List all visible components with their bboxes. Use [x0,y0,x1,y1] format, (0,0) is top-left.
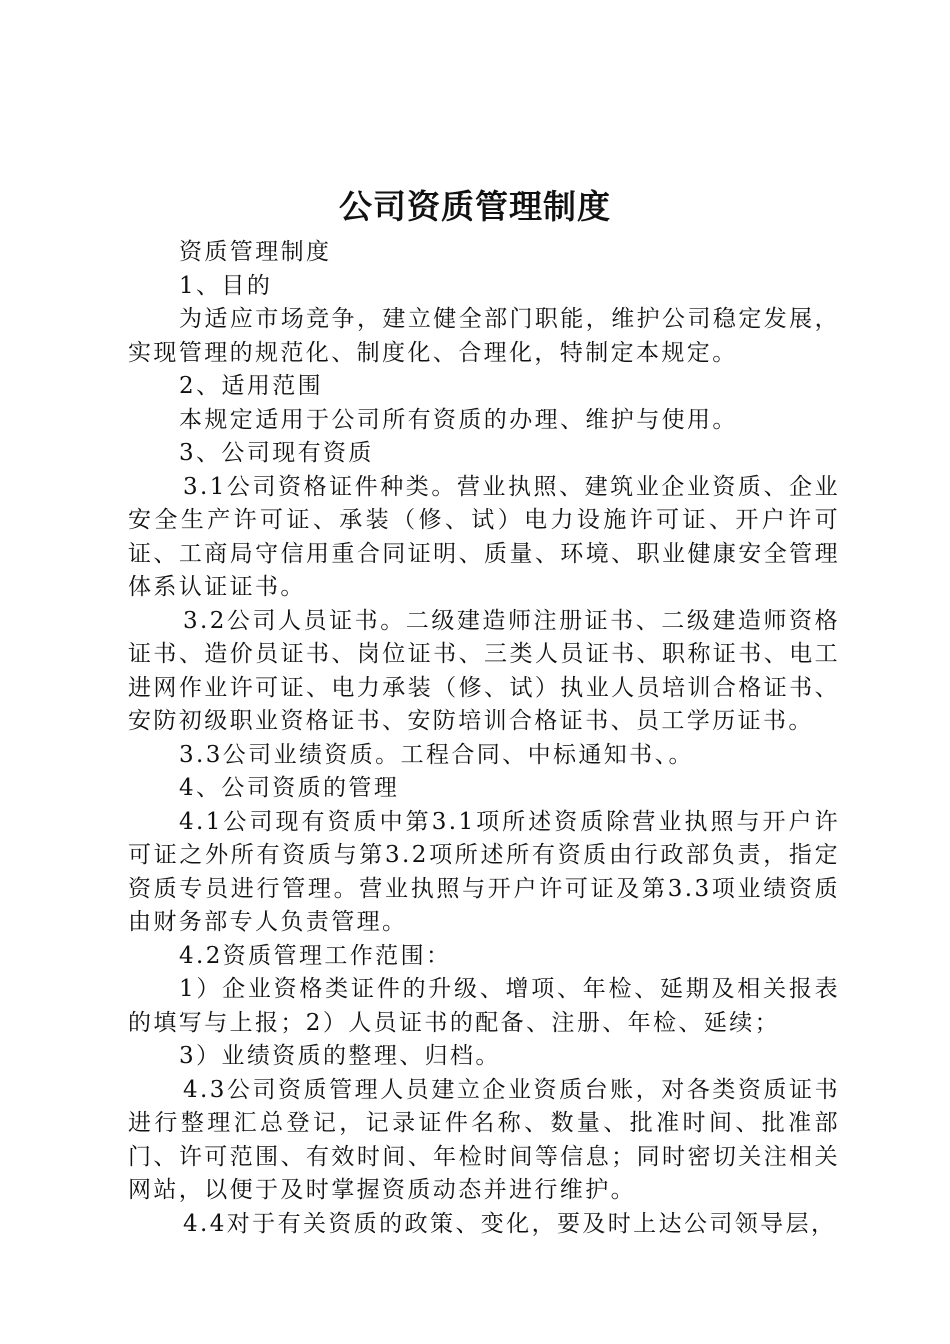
section-heading-scope: 2、适用范围 [179,373,324,399]
paragraph-3-3: 3.3公司业绩资质。工程合同、中标通知书、。 [179,741,694,768]
section-heading-existing-qualifications: 3、公司现有资质 [179,440,374,466]
section-heading-purpose: 1、目的 [179,272,273,299]
paragraph-purpose: 为适应市场竞争，建立健全部门职能，维护公司稳定发展，实现管理的规范化、制度化、合理化，特制定本规定。 [128,306,840,366]
paragraph-4-1: 4.1公司现有资质中第3.1项所述资质除营业执照与开户许可证之外所有资质与第3.2项所述所有资质由行政部负责，指定资质专员进行管理。营业执照与开户许可证及第3.3项业绩资质由财务部专人负责管理。 [128,808,840,935]
paragraph-3-1: 3.1公司资格证件种类。营业执照、建筑业企业资质、企业安全生产许可证、承装（修、试）电力设施许可证、开户许可证、工商局守信用重合同证明、质量、环境、职业健康安全管理体系认证证书。 [128,473,840,600]
paragraph-3-2: 3.2公司人员证书。二级建造师注册证书、二级建造师资格证书、造价员证书、岗位证书、三类人员证书、职称证书、电工进网作业许可证、电力承装（修、试）执业人员培训合格证书、安防初级职业资格证书、安防培训合格证书、员工学历证书。 [128,607,840,734]
paragraph-4-2-items: 1）企业资格类证件的升级、增项、年检、延期及相关报表的填写与上报；2）人员证书的配备、注册、年检、延续； [128,976,840,1036]
section-heading-management: 4、公司资质的管理 [179,775,400,801]
paragraph-4-3: 4.3公司资质管理人员建立企业资质台账，对各类资质证书进行整理汇总登记，记录证件名称、数量、批准时间、批准部门、许可范围、有效时间、年检时间等信息；同时密切关注相关网站，以便于及时掌握资质动态并进行维护。 [128,1076,840,1203]
paragraph-heading: 资质管理制度 [179,239,332,265]
document-title: 公司资质管理制度 [339,187,611,226]
paragraph-4-2: 4.2资质管理工作范围： [179,942,452,969]
paragraph-4-4: 4.4对于有关资质的政策、变化，要及时上达公司领导层， [183,1210,837,1237]
paragraph-4-2-item-3: 3）业绩资质的整理、归档。 [179,1043,501,1069]
document-body [128,236,840,1241]
paragraph-scope: 本规定适用于公司所有资质的办理、维护与使用。 [179,406,738,433]
